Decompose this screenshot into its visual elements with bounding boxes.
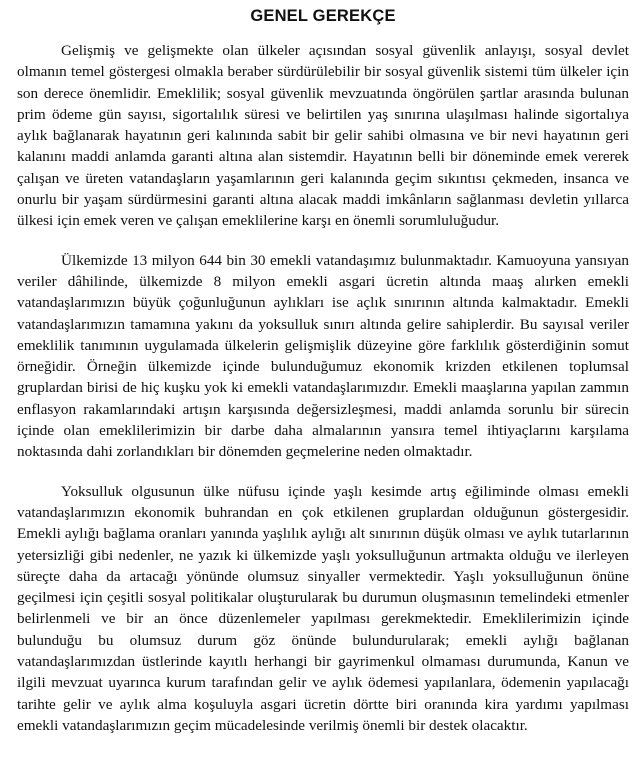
document-title: GENEL GEREKÇE xyxy=(250,7,396,25)
paragraph-2: Ülkemizde 13 milyon 644 bin 30 emekli vatandaşımız bulunmaktadır. Kamuoyuna yansıyan veriler dâhilinde, ülkemizde 8 milyon emekli asgari ücretin altında maaş alırken emekli vatandaşlarımızın büyük çoğunluğunun aylıkları ise açlık sınırının altında kalmaktadır. Emekli vatandaşlarımızın tamamına yakını da yoksulluk sınırı altında gelire sahiplerdir. Bu sayısal veriler emeklilik tanımının uygulamada ülkelerin gelişmişlik düzeyine göre farklılık gösterdiğinin somut örneğidir. Örneğin ülkemizde içinde bulunduğumuz ekonomik krizden etkilenen toplumsal gruplardan birisi de hiç kuşku yok ki emekli vatandaşlarımızdır. Emekli maaşlarına yapılan zammın enflasyon rakamlarındaki artışın karşısında değersizleşmesi, maddi anlamda sorunlu bir sürecin içinde olan emeklilerimizin bir darbe daha almalarının yansıra temel ihtiyaçlarını karşılama noktasında dahi zorlandıkları bir dönemden geçmelerine neden olmaktadır. xyxy=(17,251,629,461)
paragraph-1: Gelişmiş ve gelişmekte olan ülkeler açısından sosyal güvenlik anlayışı, sosyal devlet olmanın temel göstergesi olmakla beraber sürdürülebilir bir sosyal güvenlik sistemi tüm ülkeler için son derece önemlidir. Emeklilik; sosyal güvenlik mevzuatında öngörülen şartlar arasında bulunan prim ödeme gün sayısı, sigortalılık süresi ve belirtilen yaş sınırına ulaşılması halinde sigortalıya aylık bağlanarak hayatının geri kalınında sabit bir gelir sahibi olmasına ve bir nevi hayatının geri kalanını maddi anlamda garanti altına alan sistemdir. Hayatının belli bir döneminde emek vererek çalışan ve üreten vatandaşların yaşamlarının geri kalanında geçim sıkıntısı çekmeden, insanca ve onurlu bir yaşam sürdürmesini garanti altına alacak maddi imkânların sağlanması devletin yıllarca ülkesi için emek veren ve çalışan emeklilerine karşı en önemli sorumluluğudur. xyxy=(17,42,629,230)
paragraph-3: Yoksulluk olgusunun ülke nüfusu içinde yaşlı kesimde artış eğiliminde olması emekli vatandaşlarımızın ekonomik buhrandan en çok etkilenen gruplardan olduğunun göstergesidir. Emekli aylığı bağlama oranları yanında yaşlılık aylığı alt sınırının düşük olması ve aylık tutarlarının yetersizliği gibi nedenler, ne yazık ki ülkemizde yaşlı yoksulluğunun artmakta olduğu ve ilerleyen süreçte daha da artacağı yönünde olumsuz sinyaller vermektedir. Yaşlı yoksulluğunun önüne geçilmesi için çeşitli sosyal politikalar oluşturularak bu durumun oluşmasının temelindeki etmenler belirlenmeli ve bir an önce düzenlemeler yapılması gerekmektedir. Emeklilerimizin içinde bulunduğu bu olumsuz durum göz önünde bulundurularak; emekli aylığı bağlanan vatandaşlarımızdan üstlerinde kayıtlı herhangi bir gayrimenkul olmaması durumunda, Kanun ve ilgili mevzuat uyarınca kurum tarafından gelir ve aylık ödemesi yapılanlara, ödemenin yapılacağı tarihte gelir ve aylık alma koşuluyla asgari ücretin dörtte biri oranında kira yardımı yapılması emekli vatandaşlarımızın geçim mücadelesinde verilmiş önemli bir destek olacaktır. xyxy=(17,482,629,734)
